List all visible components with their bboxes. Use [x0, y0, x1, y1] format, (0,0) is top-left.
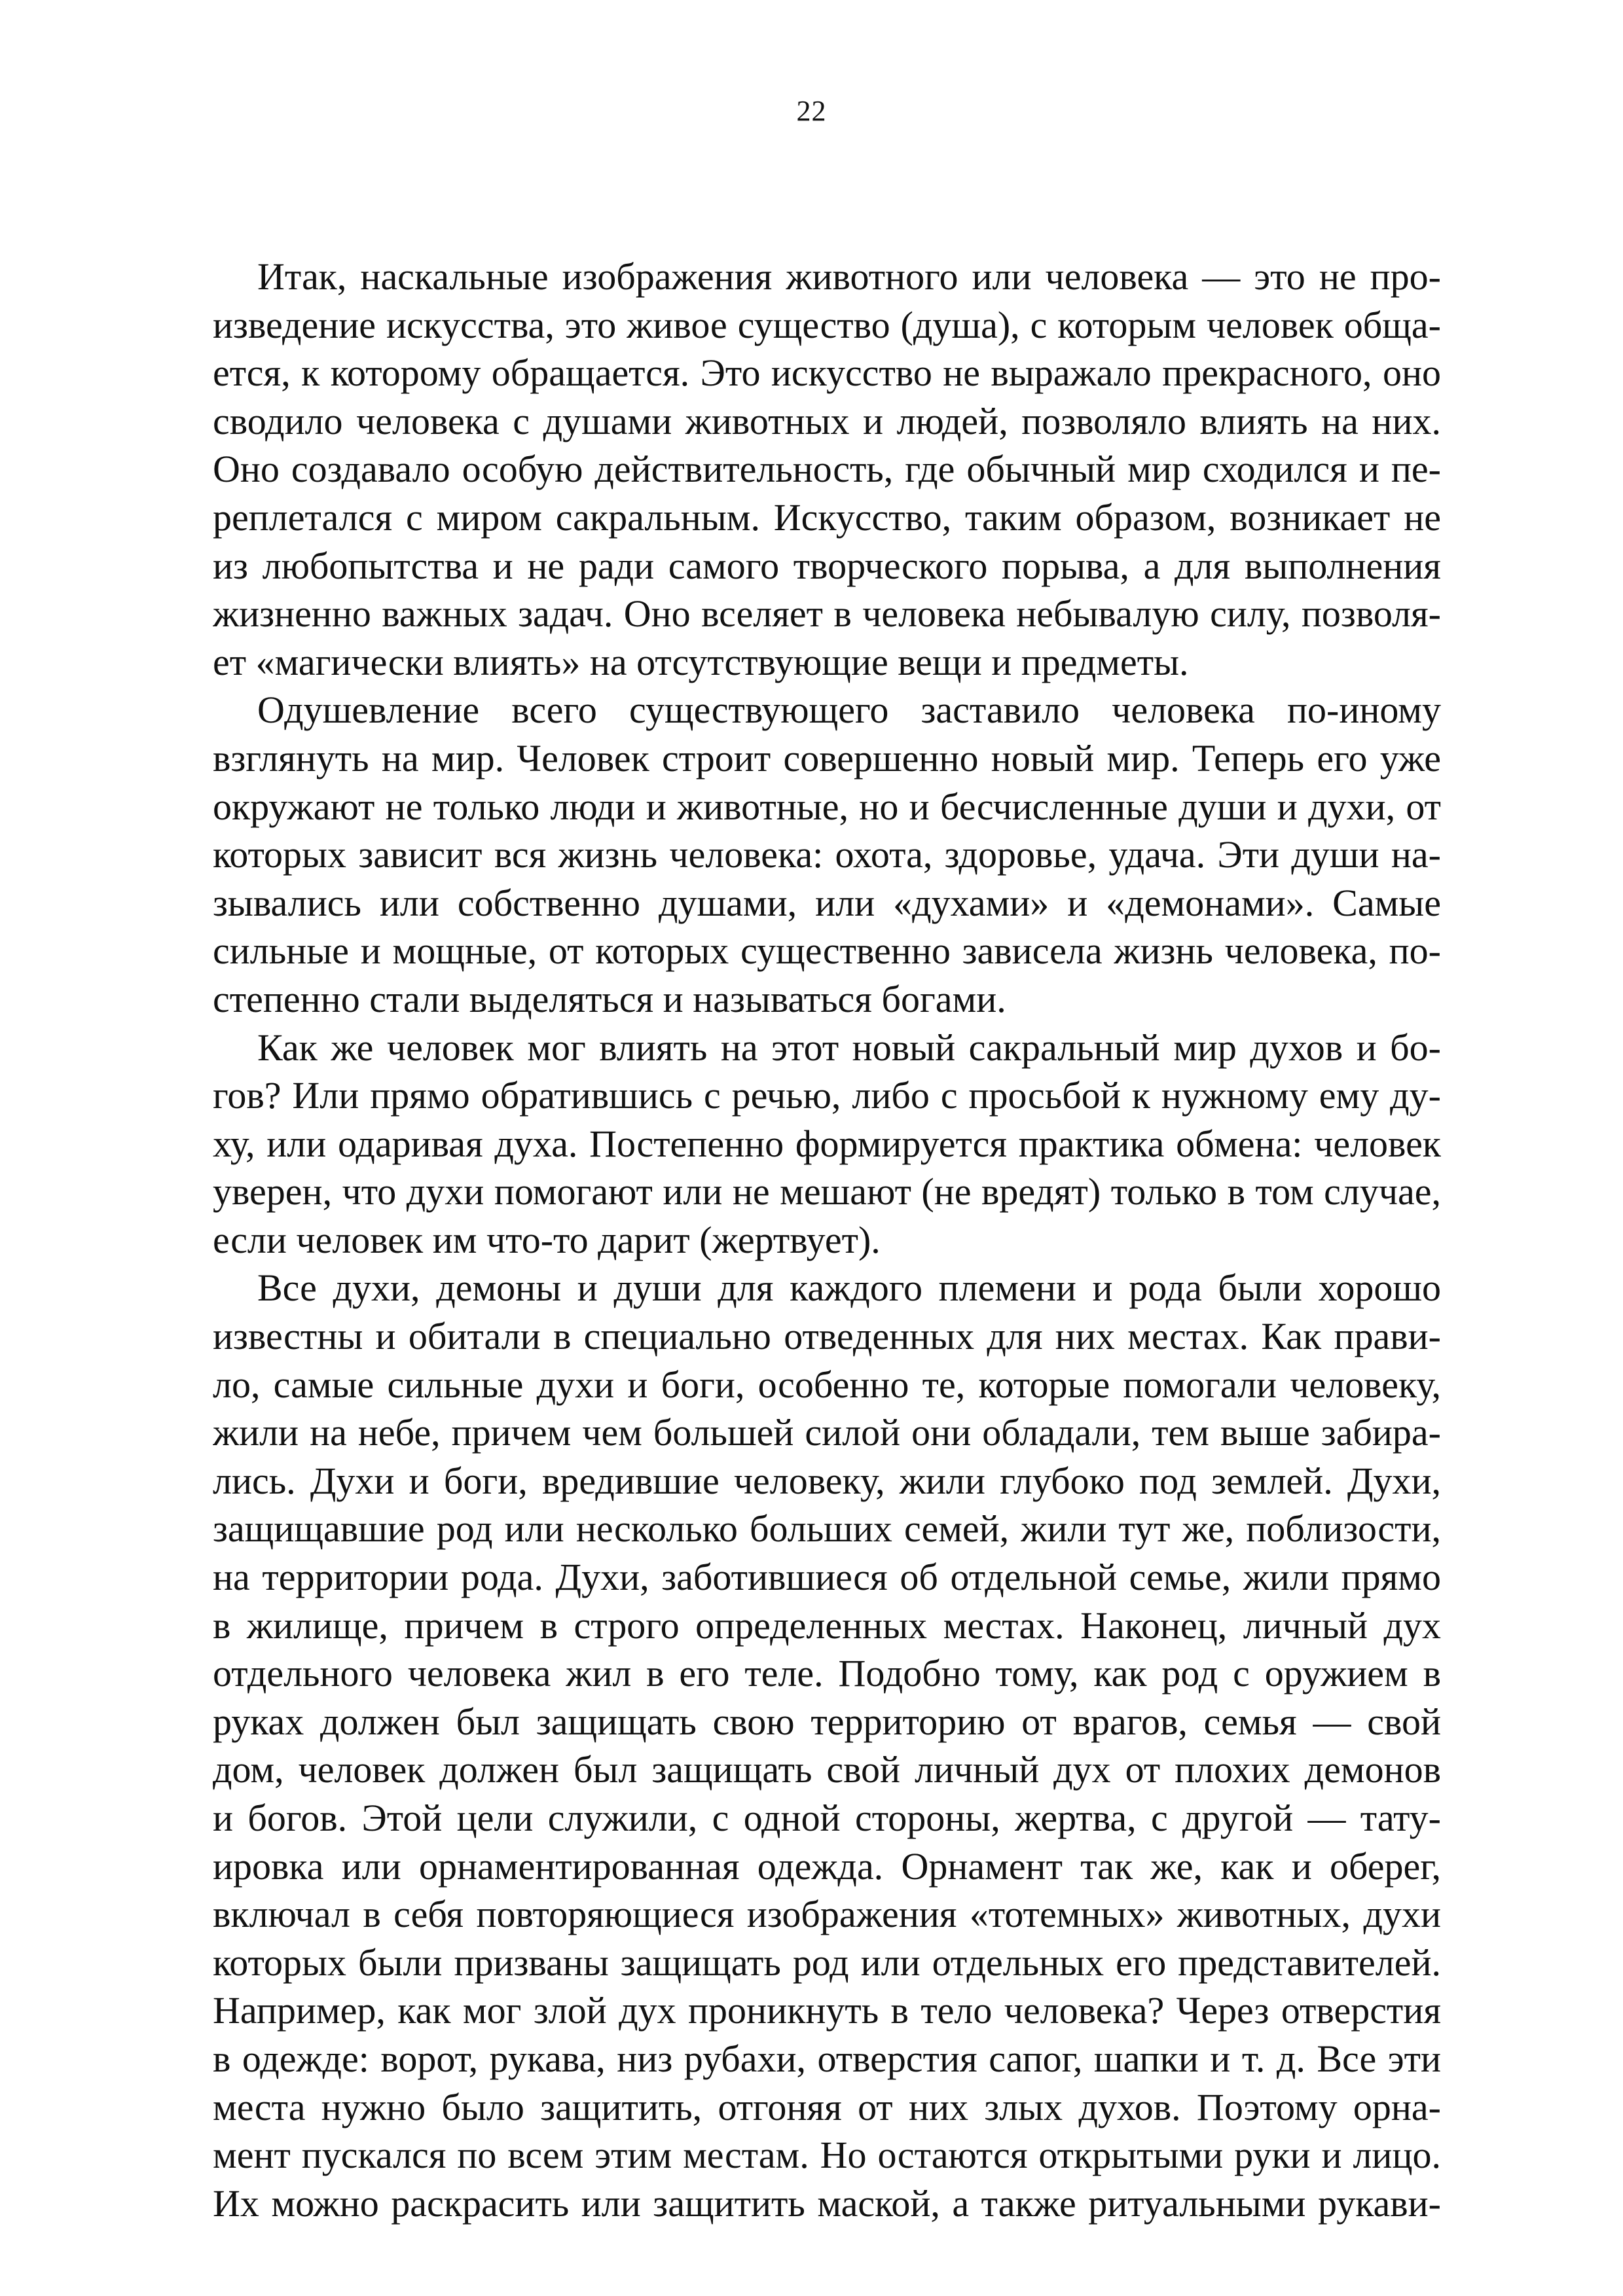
paragraph-2 [213, 686, 1441, 1023]
text-line: реплетался с миром сакральным. Искусство, таким образом, возникает не [213, 495, 1441, 539]
text-line: руках должен был защищать свою территорию от врагов, семья — свой [213, 1700, 1441, 1743]
text-line: которых зависит вся жизнь человека: охота, здоровье, удача. Эти души на- [213, 833, 1441, 876]
page-number: 22 [796, 95, 827, 127]
text-line: которых были призваны защищать род или отдельных его представителей. [213, 1941, 1441, 1984]
text-line: взглянуть на мир. Человек строит совершенно новый мир. Теперь его уже [213, 736, 1441, 780]
text-line: ировка или орнаментированная одежда. Орнамент так же, как и оберег, [213, 1844, 1441, 1888]
text-line: из любопытства и не ради самого творческого порыва, а для выполнения [213, 544, 1441, 587]
text-line: на территории рода. Духи, заботившиеся об отдельной семье, жили прямо [213, 1556, 1441, 1599]
text-line: ху, или одаривая духа. Постепенно формируется практика обмена: человек [213, 1122, 1441, 1165]
text-line: сводило человека с душами животных и людей, позволяло влиять на них. [213, 399, 1441, 442]
text-line: в одежде: ворот, рукава, низ рубахи, отверстия сапог, шапки и т. д. Все эти [213, 2037, 1441, 2080]
text-line: окружают не только люди и животные, но и бесчисленные души и духи, от [213, 785, 1441, 828]
text-line: если человек им что-то дарит (жертвует). [213, 1218, 881, 1261]
text-line: отдельного человека жил в его теле. Подобно тому, как род с оружием в [213, 1652, 1441, 1695]
text-line: жизненно важных задач. Оно вселяет в человека небывалую силу, позволя- [213, 592, 1441, 636]
text-line: включал в себя повторяющиеся изображения «тотемных» животных, духи [213, 1893, 1441, 1936]
text-line: уверен, что духи помогают или не мешают (не вредят) только в том случае, [213, 1170, 1441, 1213]
text-line: изведение искусства, это живое существо (душа), с которым человек обща- [213, 303, 1441, 346]
text-line: Оно создавало особую действительность, где обычный мир сходился и пе- [213, 448, 1441, 491]
paragraph-4 [213, 1264, 1441, 2227]
paragraph-1 [213, 253, 1441, 686]
text-line: гов? Или прямо обратившись с речью, либо с просьбой к нужному ему ду- [213, 1074, 1441, 1117]
text-line: зывались или собственно душами, или «духами» и «демонами». Самые [213, 881, 1441, 924]
text-line: степенно стали выделяться и называться богами. [213, 977, 1006, 1020]
text-line: ет «магически влиять» на отсутствующие вещи и предметы. [213, 640, 1189, 683]
text-line: Одушевление всего существующего заставило человека по-иному [257, 689, 1441, 732]
text-line: места нужно было защитить, отгоняя от них злых духов. Поэтому орна- [213, 2085, 1441, 2128]
text-line: защищавшие род или несколько больших семей, жили тут же, поблизости, [213, 1507, 1441, 1551]
text-line: Итак, наскальные изображения животного или человека — это не про- [257, 255, 1441, 298]
paragraph-3 [213, 1024, 1441, 1265]
text-line: Например, как мог злой дух проникнуть в тело человека? Через отверстия [213, 1989, 1441, 2032]
text-line: и богов. Этой цели служили, с одной стороны, жертва, с другой — тату- [213, 1797, 1441, 1839]
text-line: Все духи, демоны и души для каждого племени и рода были хорошо [257, 1266, 1441, 1310]
body-text [213, 253, 1441, 2227]
text-line: сильные и мощные, от которых существенно зависела жизнь человека, по- [213, 929, 1441, 973]
text-line: жили на небе, причем чем большей силой они обладали, тем выше забира- [213, 1411, 1441, 1454]
text-line: ло, самые сильные духи и боги, особенно те, которые помогали человеку, [213, 1363, 1441, 1406]
text-line: дом, человек должен был защищать свой личный дух от плохих демонов [213, 1748, 1441, 1791]
text-line: в жилище, причем в строго определенных местах. Наконец, личный дух [213, 1604, 1441, 1647]
text-line: мент пускался по всем этим местам. Но остаются открытыми руки и лицо. [213, 2134, 1441, 2177]
text-line: Как же человек мог влиять на этот новый сакральный мир духов и бо- [257, 1026, 1441, 1069]
text-line: известны и обитали в специально отведенных для них местах. Как прави- [213, 1315, 1441, 1358]
text-line: Их можно раскрасить или защитить маской, а также ритуальными рукави- [213, 2181, 1441, 2225]
text-line: лись. Духи и боги, вредившие человеку, жили глубоко под землей. Духи, [213, 1459, 1441, 1502]
text-line: ется, к которому обращается. Это искусство не выражало прекрасного, оно [213, 351, 1441, 395]
